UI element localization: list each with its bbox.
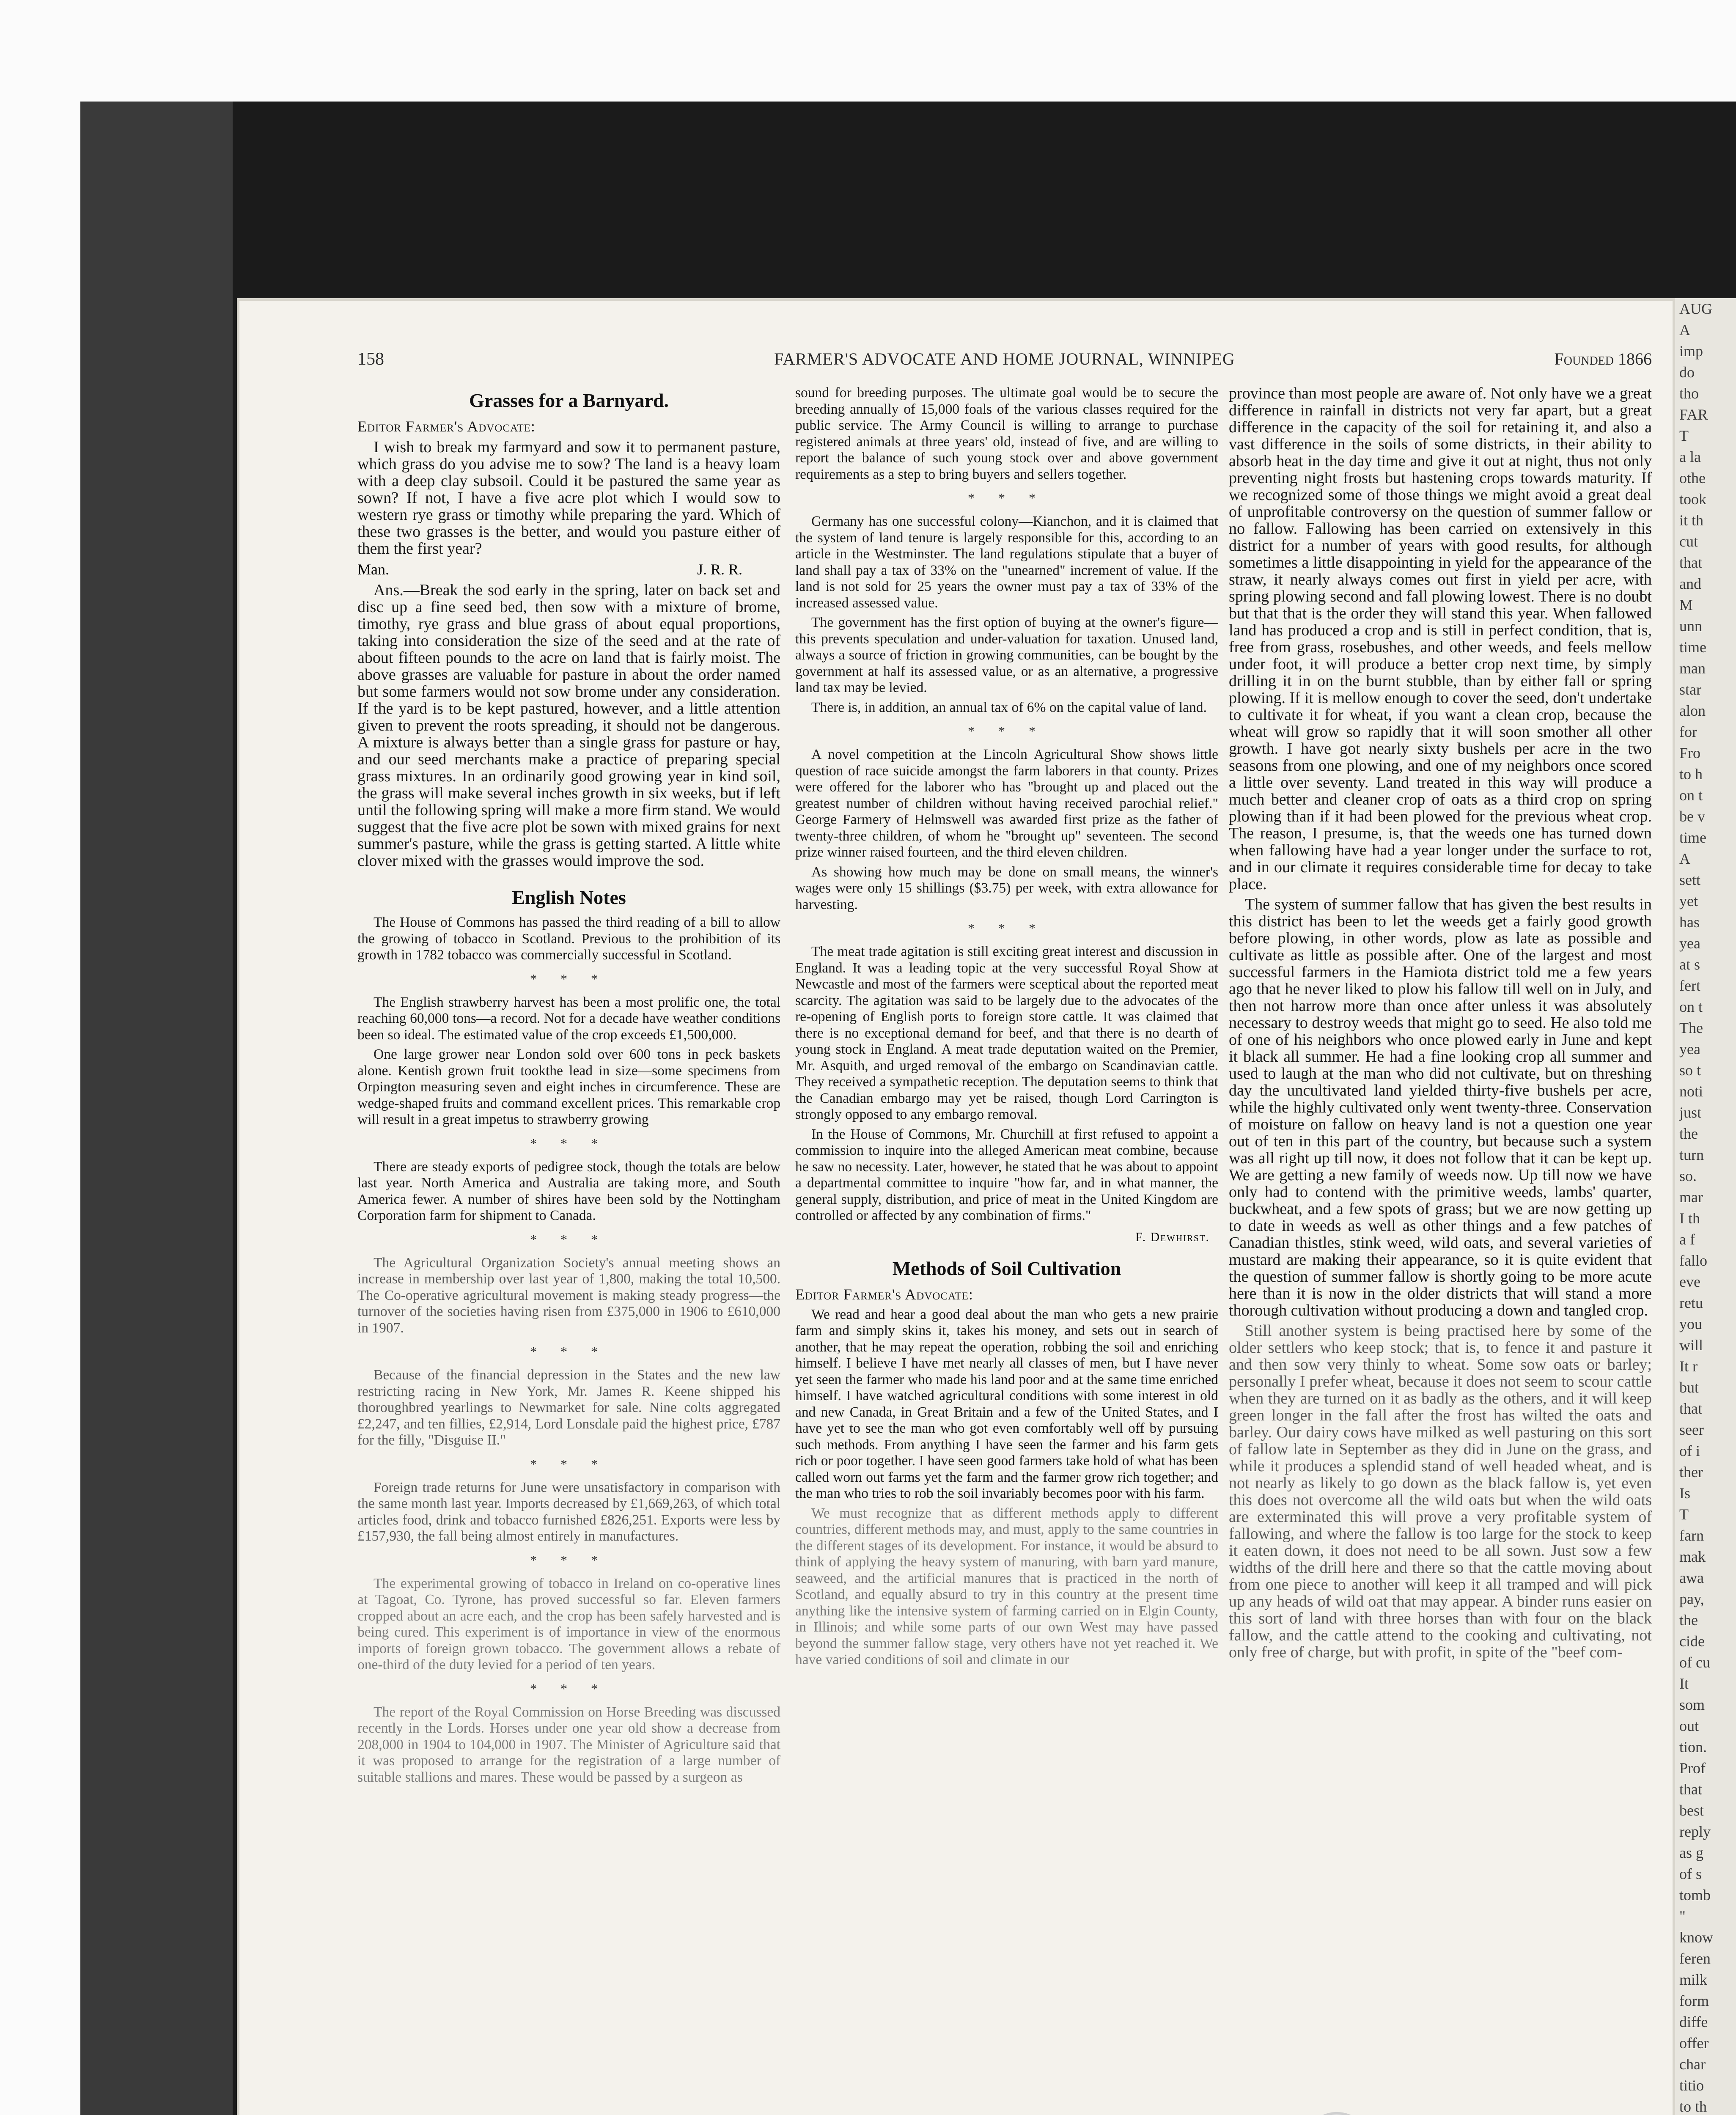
article-paragraph: The system of summer fallow that has given the best results in this district has been to let the weeds get a fairly good growth before plowing, in other words, plow as late as possible and cultivate as little as possible after. One of the largest and most successful farmers in the Hamiota district told me a few years ago that he never liked to plow his fallow till well on in July, and then not harrow more than once after unless it was absolutely necessary to destroy weeds that might go to seed. He also told me of one of his neighbors who once plowed early in June and kept it black all summer. He had a fine looking crop all summer and used to laugh at the man who did not cultivate, but on threshing day the uncultivated land yielded thirty-five bushels per acre, while the highly cultivated only went twenty-three. Conservation of moisture on fallow on heavy land is not a question one year out of ten in this part of the country, but because such a system was all right up till now, it does not follow that it can be kept up. We are getting a new family of weeds now. Up till now we have only had to contend with the primitive weeds, lambs' quarter, buckwheat, and a few spots of grass; but we are now getting up to date in weeds as well as other things and a few patches of Canadian thistles, stink weed, wild oats, and several varieties of mustard are making their appearance, so it is quite evident that the question of summer fallow is shortly going to be more acute here than it is now in the older districts that will stand a more thorough cultivation without producing a down and tangled crop. xyxy=(1229,895,1652,1319)
adjacent-page-edge xyxy=(1675,298,1736,2115)
adjacent-page-word: cide xyxy=(1679,1633,1705,1650)
adjacent-page-word: tomb xyxy=(1679,1887,1711,1904)
section-divider-stars: * * * xyxy=(968,920,1046,936)
adjacent-page-word: T xyxy=(1679,1506,1689,1523)
adjacent-page-word: of i xyxy=(1679,1442,1700,1459)
editor-salutation: Editor Farmer's Advocate: xyxy=(357,418,536,435)
article-title-grasses: Grasses for a Barnyard. xyxy=(469,390,669,411)
adjacent-page-word: fert xyxy=(1679,977,1700,994)
adjacent-page-word: unn xyxy=(1679,618,1702,634)
adjacent-page-word: seer xyxy=(1679,1421,1704,1438)
adjacent-page-word: yet xyxy=(1679,893,1698,909)
article-paragraph: sound for breeding purposes. The ultimate goal would be to secure the breeding annually of 15,000 foals of the various classes required for the public service. The Army Council is willing to arrange to purchase registered animals at three years' old, instead of five, and are willing to report the balance of such young stock over and above government requirements as a step to bring buyers and sellers together. xyxy=(795,385,1218,482)
adjacent-page-word: M xyxy=(1679,596,1693,613)
article-paragraph: The report of the Royal Commission on Horse Breeding was discussed recently in the Lords. Horses under one year old show a decrease from 208,000 in 1904 to 104,000 in 1907. The Minister of Agriculture said that it was proposed to arrange for the registration of a large number of suitable stallions and mares. These would be passed by a surgeon as xyxy=(357,1704,780,1785)
article-paragraph: There are steady exports of pedigree stock, though the totals are below last year. North America and Australia are taking more, and South America fewer. A number of shires have been sold by the Nottingham Corporation farm for shipment to Canada. xyxy=(357,1159,780,1223)
adjacent-page-word: It r xyxy=(1679,1358,1698,1375)
adjacent-page-word: I th xyxy=(1679,1210,1700,1227)
adjacent-page-word: form xyxy=(1679,1992,1709,2009)
adjacent-page-word: Fro xyxy=(1679,744,1701,761)
adjacent-page-word: FAR xyxy=(1679,406,1708,423)
adjacent-page-word: to th xyxy=(1679,2098,1707,2115)
signature-initials: J. R. R. xyxy=(697,561,742,578)
section-divider-stars: * * * xyxy=(968,723,1046,739)
adjacent-page-word: best xyxy=(1679,1802,1704,1819)
adjacent-page-word: to h xyxy=(1679,766,1703,783)
adjacent-page-word: took xyxy=(1679,491,1707,508)
article-paragraph: There is, in addition, an annual tax of 6% on the capital value of land. xyxy=(811,699,1207,715)
adjacent-page-word: " xyxy=(1679,1908,1686,1925)
article-paragraph: The government has the first option of buying at the owner's figure—this prevents speculation and under-valuation for taxation. Unused land, always a source of friction in growing communities, can be bought by the government at half its assessed value, or as an alternative, a progressive land tax may be levied. xyxy=(795,615,1218,695)
article-paragraph: A novel competition at the Lincoln Agricultural Show shows little question of race suicide amongst the farm laborers in that county. Prizes were offered for the laborer who has "brought up and placed out the greatest number of children without having received parochial relief." George Farmery of Helmswell was awarded first prize as the father of twenty-three children, of whom he "brought up" seventeen. The second prize winner raised fourteen, and the third eleven children. xyxy=(795,747,1218,860)
column-middle xyxy=(795,385,1218,2115)
adjacent-page-word: of cu xyxy=(1679,1654,1710,1671)
article-paragraph: We must recognize that as different methods apply to different countries, different methods may, and must, apply to the same countries in the different stages of its development. For instance, it would be absurd to think of applying the heavy system of manuring, with barn yard manure, seaweed, and the artificial manures that is practiced in the north of Scotland, and equally absurd to try in this country at the present time anything like the intensive system of farming carried on in Elgin County, in Illinois; and while some parts of our own West may have passed beyond the summer fallow stage, very others have not yet reached it. We have varied conditions of soil and climate in our xyxy=(795,1505,1218,1667)
adjacent-page-word: a la xyxy=(1679,448,1701,465)
adjacent-page-word: that xyxy=(1679,1400,1702,1417)
adjacent-page-word: on t xyxy=(1679,998,1703,1015)
adjacent-page-word: be v xyxy=(1679,808,1705,825)
article-paragraph: In the House of Commons, Mr. Churchill at first refused to appoint a commission to inquire into the alleged American meat combine, because he saw no necessity. Later, however, he stated that he was about to appoint a departmental committee to inquire "how far, and in what manner, the general supply, distribution, and price of meat in the United Kingdom are controlled or affected by any combination of firms." xyxy=(795,1126,1218,1223)
adjacent-page-word: man xyxy=(1679,660,1706,677)
adjacent-page-word: retu xyxy=(1679,1294,1703,1311)
adjacent-page-word: it th xyxy=(1679,512,1704,529)
founded-label: Founded 1866 xyxy=(1554,349,1652,368)
article-paragraph: province than most people are aware of. Not only have we a great difference in rainfall in districts not very far apart, but a great difference in the capacity of the soil for retaining it, and also a vast difference in the soils of some districts, in their ability to absorb heat in the day time and give it out at night, thus not only preventing night frosts but hastening crops towards maturity. If we recognized some of those things we might avoid a great deal of unprofitable controversy on the question of summer fallow or no fallow. Fallowing has been carried on extensively in this district for a number of years with good results, for although sometimes a little disappointing in yield for the appearance of the straw, it nearly always comes out first in yield per acre, with spring plowing second and fall plowing lowest. There is no doubt but that that is the order they will stand this year. When fallowed land has produced a crop and is still in perfect condition, that is, free from grass, rosebushes, and other weeds, and feels mellow under foot, it will produce a better crop next time, by simply drilling it in on the burnt stubble, than by either fall or spring plowing. If it is mellow enough to cover the seed, don't undertake to cultivate it for wheat, if you want a clean crop, because the wheat will grow so rapidly that it will soon smother all other growth. I have got nearly sixty bushels per acre in the two seasons from one plowing, and one of my neighbors once scored a little over seventy. Land treated in this way will produce a much better and cleaner crop of oats as a third crop on spring plowing than if it had been plowed for the previous wheat crop. The reason, I presume, is, that the weeds one has turned down when fallowing have had a year longer under the surface to rot, and in our climate it requires considerable time for decay to take place. xyxy=(1229,385,1652,893)
adjacent-page-word: just xyxy=(1679,1104,1702,1121)
adjacent-page-word: as g xyxy=(1679,1844,1703,1861)
editor-salutation: Editor Farmer's Advocate: xyxy=(795,1285,973,1303)
adjacent-page-word: mak xyxy=(1679,1548,1706,1565)
article-title-english-notes: English Notes xyxy=(512,887,626,908)
adjacent-page-word: titio xyxy=(1679,2077,1704,2094)
pen-body xyxy=(1142,2101,1387,2115)
adjacent-page-word: Is xyxy=(1679,1485,1690,1502)
adjacent-page-word: eve xyxy=(1679,1273,1700,1290)
article-title-methods: Methods of Soil Cultivation xyxy=(892,1257,1121,1279)
signature-place: Man. xyxy=(357,561,389,578)
adjacent-page-word: A xyxy=(1679,321,1690,338)
section-divider-stars: * * * xyxy=(530,1681,608,1696)
adjacent-page-word: awa xyxy=(1679,1569,1704,1586)
letter-signature xyxy=(357,560,780,578)
adjacent-page-word: out xyxy=(1679,1717,1699,1734)
article-paragraph: Because of the financial depression in the States and the new law restricting racing in New York, Mr. James R. Keene shipped his thoroughbred yearlings to Newmarket for sale. Nine colts aggregated £2,247, and ten fillies, £2,914, Lord Lonsdale paid the highest price, £787 for the filly, "Disguise II." xyxy=(357,1367,780,1448)
adjacent-page-word: milk xyxy=(1679,1971,1708,1988)
article-paragraph: As showing how much may be done on small means, the winner's wages were only 15 shillings ($3.75) per week, with extra allowance for harvesting. xyxy=(795,864,1218,912)
article-paragraph: The Agricultural Organization Society's annual meeting shows an increase in membership over last year of 1,800, making the total 10,500. The Co-operative agricultural movement is making steady progress—the turnover of the societies having risen from £375,000 in 1906 to £610,000 in 1907. xyxy=(357,1255,780,1336)
adjacent-page-word: diffe xyxy=(1679,2013,1708,2030)
page-header xyxy=(357,349,1652,374)
adjacent-page-word: AUG xyxy=(1679,300,1712,317)
article-paragraph: One large grower near London sold over 600 tons in peck baskets alone. Kentish grown fruit tookthe lead in size—some specimens from Orpington measuring seven and eight inches in circumference. These are wedge-shaped fruits and command excellent prices. This remarkable crop will result in a great impetus to strawberry growing xyxy=(357,1047,780,1127)
adjacent-page-word: som xyxy=(1679,1696,1705,1713)
adjacent-page-word: has xyxy=(1679,914,1700,931)
adjacent-page-word: know xyxy=(1679,1929,1713,1946)
adjacent-page-word: cut xyxy=(1679,533,1698,550)
adjacent-page-word: T xyxy=(1679,427,1689,444)
adjacent-page-word: othe xyxy=(1679,470,1706,486)
adjacent-page-word: you xyxy=(1679,1316,1702,1332)
page-number: 158 xyxy=(357,349,384,369)
adjacent-page-word: A xyxy=(1679,850,1690,867)
column-right xyxy=(1229,385,1652,2115)
adjacent-page-word: tion. xyxy=(1679,1739,1707,1755)
article-paragraph: The House of Commons has passed the third reading of a bill to allow the growing of tobacco in Scotland. Previous to the prohibition of its growth in 1782 tobacco was commercially successful in Scotland. xyxy=(357,915,780,963)
adjacent-page-word: the xyxy=(1679,1612,1698,1629)
adjacent-page-word: pay, xyxy=(1679,1590,1704,1607)
section-divider-stars: * * * xyxy=(968,490,1046,505)
section-divider-stars: * * * xyxy=(530,1135,608,1151)
article-signature: F. Dewhirst. xyxy=(1135,1230,1210,1244)
column-left xyxy=(357,385,780,2115)
adjacent-page-word: on t xyxy=(1679,787,1703,804)
adjacent-page-word: imp xyxy=(1679,343,1703,360)
adjacent-page-word: of s xyxy=(1679,1865,1702,1882)
adjacent-page-word: alon xyxy=(1679,702,1706,719)
article-paragraph: Germany has one successful colony—Kianchon, and it is claimed that the system of land tenure is largely responsible for this, according to an article in the Westminster. The land regulations stipulate that a buyer of land shall pay a tax of 33% on the "unearned" increment of value. If the land is not sold for 25 years the owner must pay a tax of 33% of the increased assessed value. xyxy=(795,514,1218,611)
adjacent-page-word: ther xyxy=(1679,1464,1703,1480)
book-edge-shadow xyxy=(80,102,233,2115)
adjacent-page-word: time xyxy=(1679,829,1706,846)
article-paragraph: We read and hear a good deal about the man who gets a new prairie farm and simply skins it, takes his money, and sets out in search of another, that he may repeat the operation, robbing the soil and enriching himself. I believe I have met nearly all classes of men, but I have never yet seen the farmer who made his land poor and at the same time enriched himself. I have watched agricultural conditions with some interest in old and new Canada, in Great Britain and a few of the United States, and I have yet to see the man who got even comfortably well off by pursuing such methods. From anything I have seen the farmer and his farm gets rich or poor together. I have seen good farmers take hold of what has been called worn out farms yet the farm and the farmer grow rich together; and the man who tries to rob the soil invariably becomes poor with his farm. xyxy=(795,1306,1218,1501)
pen-object xyxy=(1049,2013,1514,2115)
adjacent-page-word: tho xyxy=(1679,385,1699,402)
article-paragraph: Still another system is being practised here by some of the older settlers who keep stock; that is, to fence it and pasture it and then sow very thinly to wheat. Some sow oats or barley; personally I prefer wheat, because it does not seem to scour cattle when they are turned on it as badly as the others, and it will keep green longer in the fall after the frost has wilted the oats and barley. Our dairy cows have milked as well pasturing on this sort of fallow late in September as they did in June on the grass, and while it produces a splendid stand of well headed wheat, and is not nearly as likely to go down as the black fallow is, yet even this does not overcome all the wild oats but when the wild oats are exterminated this will prove a very profitable system of fallowing, and where the fallow is too large for the stock to keep it eaten down, it does not need to be all sown. Just sow a few widths of the drill here and there so that the cattle moving about from one piece to another will keep it all tramped and will pick up any heads of wild oat that may appear. A binder runs easier on this sort of land with three horses than with four on the black fallow, and the cattle attend to the cooking and cultivating, not only free of charge, but with profit, in spite of the "beef com- xyxy=(1229,1322,1652,1661)
adjacent-page-word: reply xyxy=(1679,1823,1711,1840)
adjacent-page-word: It xyxy=(1679,1675,1689,1692)
section-divider-stars: * * * xyxy=(530,1552,608,1568)
scan-border-top xyxy=(0,0,1736,102)
article-paragraph: Ans.—Break the sod early in the spring, later on back set and disc up a fine seed bed, then sow with a mixture of brome, timothy, rye grass and blue grass of about equal proportions, taking into consideration the size of the seed and at the rate of about fifteen pounds to the acre on land that is fairly moist. The above grasses are valuable for pasture in about the order named but some farmers would not sow brome under any consideration. If the yard is to be kept pastured, however, and a little attention given to prevent the roots spreading, it should not be dangerous. A mixture is always better than a single grass for pasture or hay, and our seed merchants make a practice of preparing special grass mixtures. In an ordinarily good growing year in kind soil, the grass will make several inches growth in six weeks, but if left until the following spring will make a more firm stand. We would suggest that the five acre plot be sown with mixed grains for next summer's pasture, while the grass is getting started. A little white clover mixed with the grasses would improve the sod. xyxy=(357,581,780,870)
adjacent-page-word: Prof xyxy=(1679,1760,1706,1777)
adjacent-page-word: fallo xyxy=(1679,1252,1707,1269)
adjacent-page-word: for xyxy=(1679,723,1697,740)
scan-border-left xyxy=(0,0,80,2115)
adjacent-page-word: the xyxy=(1679,1125,1698,1142)
adjacent-page-word: The xyxy=(1679,1019,1703,1036)
article-paragraph: The experimental growing of tobacco in Ireland on co-operative lines at Tagoat, Co. Tyrone, has proved successful so far. Eleven farmers cropped about an acre each, and the crop has been safely harvested and is being cured. This experiment is of importance in view of the enormous imports of foreign grown tobacco. The government allows a rebate of one-third of the duty levied for a period of ten years. xyxy=(357,1575,780,1673)
adjacent-page-word: feren xyxy=(1679,1950,1711,1967)
adjacent-page-word: char xyxy=(1679,2056,1706,2073)
adjacent-page-word: at s xyxy=(1679,956,1700,973)
adjacent-page-word: do xyxy=(1679,364,1695,381)
article-paragraph: The English strawberry harvest has been a most prolific one, the total reaching 60,000 tons—a record. Not for a decade have weather conditions been so ideal. The estimated value of the crop exceeds £1,500,000. xyxy=(357,994,780,1043)
adjacent-page-word: star xyxy=(1679,681,1701,698)
section-divider-stars: * * * xyxy=(530,1231,608,1247)
adjacent-page-word: mar xyxy=(1679,1189,1703,1206)
adjacent-page-word: offer xyxy=(1679,2035,1709,2052)
adjacent-page-word: a f xyxy=(1679,1231,1695,1248)
adjacent-page-word: that xyxy=(1679,554,1702,571)
adjacent-page-word: and xyxy=(1679,575,1701,592)
adjacent-page-word: time xyxy=(1679,639,1706,656)
running-head: FARMER'S ADVOCATE AND HOME JOURNAL, WINNIPEG xyxy=(774,349,1235,368)
article-paragraph: The meat trade agitation is still exciting great interest and discussion in England. It was a leading topic at the very successful Royal Show at Newcastle and most of the farmers were sceptical about the reported meat scarcity. The agitation was said to be largely due to the advocates of the re-opening of English ports to foreign store cattle. It was claimed that there is no exceptional demand for beef, and that there is no dearth of young stock in England. A meat trade deputation waited on the Premier, Mr. Asquith, and urged removal of the embargo on Scandinavian cattle. They received a sympathetic reception. The deputation seems to think that the Canadian embargo may yet be raised, though Lord Carrington is strongly opposed to any embargo removal. xyxy=(795,944,1218,1122)
section-divider-stars: * * * xyxy=(530,971,608,986)
article-paragraph: Foreign trade returns for June were unsatisfactory in comparison with the same month last year. Imports decreased by £1,669,263, of which total articles food, drink and tobacco furnished £826,251. Exports were less by £157,930, the fall being almost entirely in manufactures. xyxy=(357,1479,780,1544)
adjacent-page-word: sett xyxy=(1679,871,1700,888)
adjacent-page-word: will xyxy=(1679,1337,1703,1354)
adjacent-page-word: that xyxy=(1679,1781,1702,1798)
adjacent-page-word: turn xyxy=(1679,1146,1704,1163)
adjacent-page-word: but xyxy=(1679,1379,1699,1396)
adjacent-page-word: so. xyxy=(1679,1167,1697,1184)
adjacent-page-word: so t xyxy=(1679,1062,1701,1079)
newspaper-page xyxy=(237,298,1675,2115)
adjacent-page-word: yea xyxy=(1679,1041,1700,1058)
adjacent-page-word: yea xyxy=(1679,935,1700,952)
adjacent-page-word: noti xyxy=(1679,1083,1703,1100)
article-paragraph: I wish to break my farmyard and sow it to permanent pasture, which grass do you advise me to sow? The land is a heavy loam with a deep clay subsoil. Could it be pastured the same year as sown? If not, I have a five acre plot which I would sow to western rye grass or timothy while preparing the yard. Which of these two grasses is the better, and would you pasture either of them the first year? xyxy=(357,438,780,558)
adjacent-page-word: farn xyxy=(1679,1527,1704,1544)
section-divider-stars: * * * xyxy=(530,1456,608,1472)
section-divider-stars: * * * xyxy=(530,1344,608,1359)
